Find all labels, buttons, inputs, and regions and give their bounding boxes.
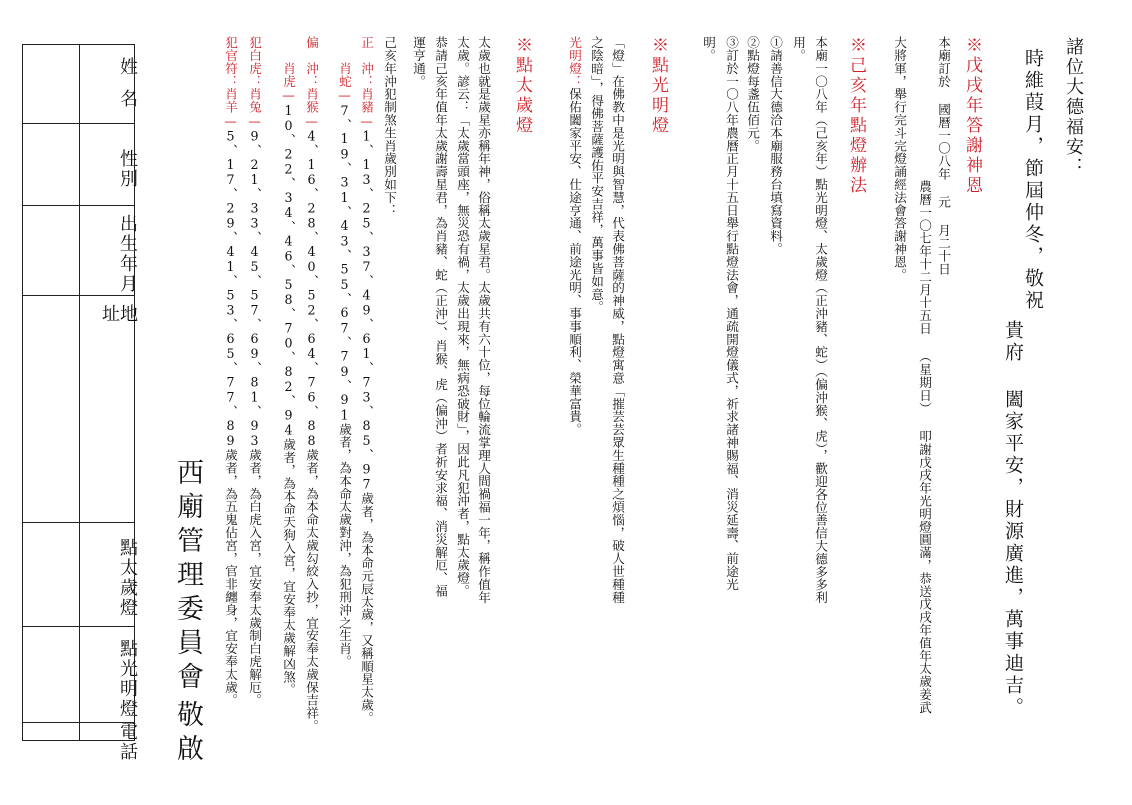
- zodiac-row-ages: 7、19、31、43、55、67、79、91歲者，為本命太歲對沖，為犯刑沖之生肖。: [337, 102, 352, 668]
- section-lighting-heading: ※己亥年點燈辦法: [846, 36, 866, 196]
- zodiac-row-4: [281, 36, 294, 696]
- form-row-phone[interactable]: [23, 722, 138, 762]
- section-thanks-line1a: 本廟訂於 國曆一〇八年 元 月二十日: [936, 36, 951, 276]
- zodiac-row-1: [359, 36, 372, 724]
- greeting-salutation: 諸位大德福安：: [1063, 37, 1084, 177]
- zodiac-row-3: [304, 36, 317, 732]
- zodiac-row-label: 偏 沖：肖猴—: [304, 36, 319, 129]
- form-row-address[interactable]: [23, 296, 138, 523]
- section-bright-line1: 「燈」在佛教中是光明與智慧，代表佛菩薩的神威，點燈寓意「摧芸芸眾生種種之煩惱，破人世種種: [610, 36, 625, 604]
- zodiac-row-label: 犯白虎：肖兔—: [247, 36, 262, 129]
- form-label-birth: 出生年月: [117, 214, 138, 294]
- form-label-address: 地址: [99, 304, 138, 452]
- zodiac-row-label: 正 沖：肖豬—: [359, 36, 374, 129]
- section-taisui-line1: 太歲也就是歲星亦稱年神，俗稱太歲星君。太歲共有六十位，每位輪流掌理人間禍福一年，稱作值年: [476, 36, 491, 604]
- signature-closing: 敬啟: [172, 700, 203, 768]
- form-row-taisui-lamp[interactable]: [23, 523, 138, 627]
- zodiac-row-ages: 10、22、34、46、58、70、82、94歲者，為本命天狗入宮，宜安奉太歲解凶煞。: [281, 102, 296, 697]
- section-thanks-heading: ※戊戌年答謝神恩: [962, 36, 982, 196]
- section-taisui-line4: 運亨通。: [411, 36, 426, 88]
- section-taisui-line3: 恭請己亥年值年太歲謝壽星君，為肖豬、蛇（正沖）、肖猴、虎（偏沖）者祈安求福、消災解厄、福: [433, 36, 448, 598]
- bright-lamp-label: 光明燈：: [567, 36, 582, 88]
- section-lighting-item3b: 明。: [701, 36, 716, 62]
- section-lighting-item1: ①請善信大德洽本廟服務台填寫資料。: [768, 36, 783, 256]
- form-row-gender[interactable]: [23, 124, 138, 206]
- section-bright-line3: [567, 36, 580, 436]
- zodiac-row-ages: 9、21、33、45、57、69、81、93歲者，為白虎入宮，宜安奉太歲制白虎解厄。: [247, 128, 262, 707]
- section-lighting-item2: ②點燈每盞伍佰元。: [745, 36, 760, 153]
- greeting-line2: 貴府 闔家平安，財源廣進，萬事迪吉。: [1002, 320, 1024, 719]
- section-taisui-line5: 己亥年沖犯制煞生肖歲別如下：: [382, 36, 397, 217]
- section-bright-heading: ※點光明燈: [648, 36, 668, 136]
- section-lighting-line2: 用。: [791, 36, 806, 62]
- zodiac-row-ages: 5、17、29、41、53、65、77、89歲者，為五鬼佔宮，官非纏身，宜安奉太歲。: [223, 128, 238, 707]
- zodiac-row-ages: 1、13、25、37、49、61、73、85、97歲者，為本命元辰太歲，又稱順星太歲。: [359, 128, 374, 725]
- zodiac-row-6: [223, 36, 236, 707]
- zodiac-row-label: 肖蛇—: [337, 36, 352, 103]
- section-thanks-line1b: 農曆一〇七年十二月十五日 （星期日） 叩謝戊戌年光明燈圓滿，恭送戊戌年值年太歲姜武: [917, 180, 932, 714]
- zodiac-row-label: 犯官符：肖羊—: [223, 36, 238, 129]
- form-row-birth[interactable]: [23, 206, 138, 296]
- section-thanks-line2: 大將軍，舉行完斗完燈誦經法會答謝神恩。: [892, 36, 907, 282]
- form-row-name[interactable]: [23, 45, 138, 124]
- zodiac-row-label: 肖虎—: [281, 36, 296, 103]
- form-label-bright-lamp: 點光明燈: [117, 639, 138, 719]
- form-label-gender: 性別: [117, 149, 138, 189]
- greeting-line1: 時維葭月，節屆仲冬，敬祝: [1022, 48, 1044, 312]
- section-lighting-item3: ③訂於一〇八年農曆正月十五日舉行點燈法會，通疏開燈儀式，祈求諸神賜福、消災延壽、前途光: [724, 36, 739, 591]
- form-label-name: 姓名: [117, 57, 138, 121]
- section-taisui-line2: 太歲。諺云：「太歲當頭座，無災恐有禍，太歲出現來，無病恐破財」，因此凡犯沖者，點太歲燈。: [455, 36, 470, 598]
- registration-form: [22, 44, 138, 762]
- section-taisui-heading: ※點太歲燈: [512, 36, 532, 136]
- zodiac-row-5: [247, 36, 260, 707]
- signature-org: 西廟管理委員會: [172, 458, 203, 696]
- section-lighting-line1: 本廟一〇八年（己亥年）點光明燈、太歲燈（正沖豬、蛇）（偏沖猴、虎），歡迎各位善信大德多多利: [813, 36, 828, 604]
- zodiac-row-2: [337, 36, 350, 668]
- form-row-bright-lamp[interactable]: [23, 627, 138, 723]
- form-label-taisui-lamp: 點太歲燈: [117, 538, 138, 618]
- bright-lamp-text: 保佑闔家平安、仕途亨通、前途光明、事事順利、榮華富貴。: [567, 87, 582, 436]
- form-label-phone: 電話: [117, 722, 138, 762]
- section-bright-line2: 之陰暗」，得佛菩薩護佑平安吉祥，萬事皆如意。: [589, 36, 604, 314]
- zodiac-row-ages: 4、16、28、40、52、64、76、88歲者，為本命太歲勾絞入抄，宜安奉太歲保吉祥。: [304, 128, 319, 733]
